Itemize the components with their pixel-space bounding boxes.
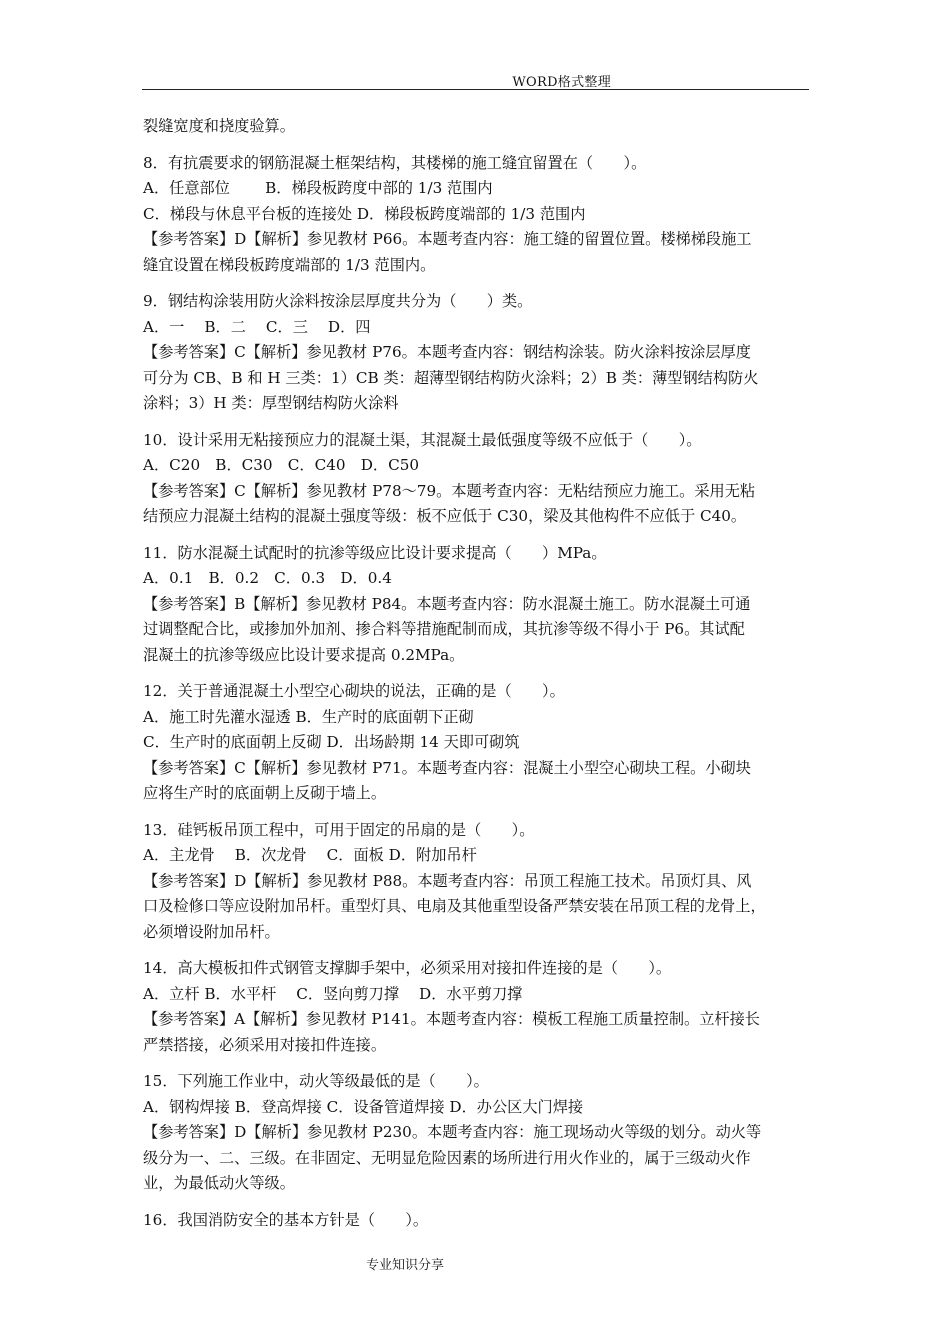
question-11 [143,541,811,669]
question-8 [143,151,811,279]
question-stem: 16．我国消防安全的基本方针是（ ）。 [143,1210,429,1229]
question-stem: 13．硅钙板吊顶工程中，可用于固定的吊扇的是（ ）。 [143,820,535,839]
question-options: C．梯段与休息平台板的连接处 D．梯段板跨度端部的 1/3 范围内 [143,204,586,223]
question-12 [143,679,811,807]
question-16 [143,1208,811,1234]
answer-analysis: 过调整配合比，或掺加外加剂、掺合料等措施配制而成，其抗渗等级不得小于 P6。其试配 [143,620,745,638]
question-options: A．主龙骨 B．次龙骨 C．面板 D．附加吊杆 [143,846,477,864]
answer-analysis: 【参考答案】C【解析】参见教材 P78～79。本题考查内容：无粘结预应力施工。采用无粘 [143,481,756,500]
answer-analysis: 结预应力混凝土结构的混凝土强度等级：板不应低于 C30，梁及其他构件不应低于 C40。 [143,507,747,525]
answer-analysis: 混凝土的抗渗等级应比设计要求提高 0.2MPa。 [143,645,465,664]
answer-analysis: 【参考答案】D【解析】参见教材 P230。本题考查内容：施工现场动火等级的划分。动火等 [143,1123,762,1141]
answer-analysis: 应将生产时的底面朝上反砌于墙上。 [143,784,386,802]
answer-analysis: 【参考答案】B【解析】参见教材 P84。本题考查内容：防水混凝土施工。防水混凝土可通 [143,594,751,613]
answer-analysis: 口及检修口等应设附加吊杆。重型灯具、电扇及其他重型设备严禁安装在吊顶工程的龙骨上， [143,897,766,915]
answer-analysis: 可分为 CB、B 和 H 三类：1）CB 类：超薄型钢结构防火涂料；2）B 类：薄型钢结构防火 [143,368,759,387]
question-options: A．施工时先灌水湿透 B．生产时的底面朝下正砌 [143,707,474,726]
question-14 [143,956,811,1058]
question-stem: 14．高大模板扣件式钢管支撑脚手架中，必须采用对接扣件连接的是（ ）。 [143,959,672,977]
answer-analysis: 严禁搭接，必须采用对接扣件连接。 [143,1035,386,1054]
question-9 [143,289,811,417]
question-stem: 10．设计采用无粘接预应力的混凝土渠，其混凝土最低强度等级不应低于（ ）。 [143,430,702,449]
question-options: A．一 B．二 C．三 D．四 [143,317,371,336]
answer-analysis: 级分为一、二、三级。在非固定、无明显危险因素的场所进行用火作业的，属于三级动火作 [143,1148,751,1167]
question-options: A．任意部位 B．梯段板跨度中部的 1/3 范围内 [143,179,493,197]
answer-analysis: 缝宜设置在梯段板跨度端部的 1/3 范围内。 [143,255,436,274]
page-header [142,70,809,90]
page-footer: 专业知识分享 [366,1258,445,1273]
question-stem: 9．钢结构涂装用防火涂料按涂层厚度共分为（ ）类。 [143,292,533,310]
answer-analysis: 【参考答案】D【解析】参见教材 P66。本题考查内容：施工缝的留置位置。楼梯梯段施工 [143,230,752,248]
lead-text: 裂缝宽度和挠度验算。 [143,117,295,135]
question-stem: 15．下列施工作业中，动火等级最低的是（ ）。 [143,1072,489,1090]
question-stem: 11．防水混凝土试配时的抗渗等级应比设计要求提高（ ）MPa。 [143,543,607,562]
question-13 [143,818,811,946]
answer-analysis: 业，为最低动火等级。 [143,1174,295,1192]
document-body [143,114,811,1233]
question-options: A．钢构焊接 B．登高焊接 C．设备管道焊接 D．办公区大门焊接 [143,1097,584,1116]
answer-analysis: 【参考答案】D【解析】参见教材 P88。本题考查内容：吊顶工程施工技术。吊顶灯具、风 [143,871,752,890]
answer-analysis: 【参考答案】C【解析】参见教材 P71。本题考查内容：混凝土小型空心砌块工程。小砌块 [143,758,751,777]
answer-analysis: 涂料；3）H 类：厚型钢结构防火涂料 [143,394,399,412]
question-options: C．生产时的底面朝上反砌 D．出场龄期 14 天即可砌筑 [143,733,520,751]
question-stem: 8．有抗震要求的钢筋混凝土框架结构，其楼梯的施工缝宜留置在（ ）。 [143,153,647,172]
question-options: A．C20 B．C30 C．C40 D．C50 [143,456,420,474]
answer-analysis: 【参考答案】C【解析】参见教材 P76。本题考查内容：钢结构涂装。防火涂料按涂层厚度 [143,343,751,361]
question-stem: 12．关于普通混凝土小型空心砌块的说法，正确的是（ ）。 [143,682,565,700]
question-options: A．0.1 B．0.2 C．0.3 D．0.4 [143,569,392,587]
answer-analysis: 【参考答案】A【解析】参见教材 P141。本题考查内容：模板工程施工质量控制。立杆接长 [143,1010,760,1028]
question-10 [143,428,811,530]
answer-analysis: 必须增设附加吊杆。 [143,922,280,941]
question-options: A．立杆 B．水平杆 C．竖向剪刀撑 D．水平剪刀撑 [143,984,523,1003]
question-15 [143,1069,811,1197]
header-title: WORD格式整理 [512,75,611,90]
